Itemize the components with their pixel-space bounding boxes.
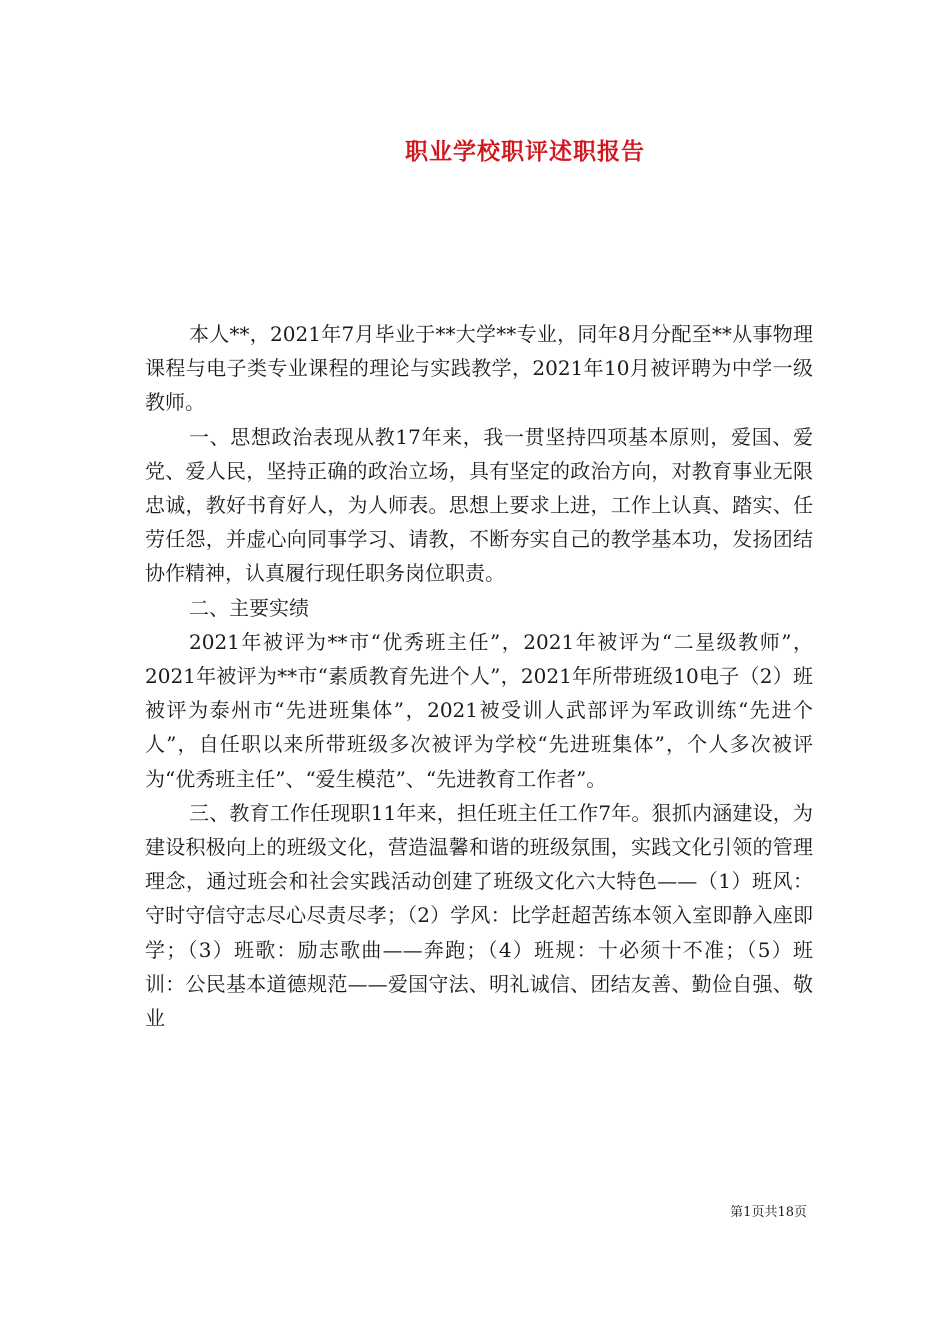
document-title: 职业学校职评述职报告 bbox=[405, 138, 645, 165]
paragraph-achievements: 2021年被评为**市“优秀班主任”，2021年被评为“二星级教师”，2021年被评为**市“素质教育先进个人”，2021年所带班级10电子（2）班被评为泰州市“先进班集体”，2021被受训人武部评为军政训练“先进个人”，自任职以来所带班级多次被评为学校“先进班集体”，个人多次被评为“优秀班主任”、“爱生模范”、“先进教育工作者”。 bbox=[145, 629, 813, 791]
document-body bbox=[145, 317, 813, 1035]
paragraph-political: 一、思想政治表现从教17年来，我一贯坚持四项基本原则，爱国、爱党、爱人民，坚持正确的政治立场，具有坚定的政治方向，对教育事业无限忠诚，教好书育好人，为人师表。思想上要求上进，工作上认真、踏实、任劳任怨，并虚心向同事学习、请教，不断夯实自己的教学基本功，发扬团结协作精神，认真履行现任职务岗位职责。 bbox=[145, 424, 813, 586]
heading-achievements: 二、主要实绩 bbox=[189, 595, 309, 620]
paragraph-intro: 本人**，2021年7月毕业于**大学**专业，同年8月分配至**从事物理课程与电子类专业课程的理论与实践教学，2021年10月被评聘为中学一级教师。 bbox=[145, 322, 813, 415]
paragraph-education-work: 三、教育工作任现职11年来，担任班主任工作7年。狠抓内涵建设，为建设积极向上的班级文化，营造温馨和谐的班级氛围，实践文化引领的管理理念，通过班会和社会实践活动创建了班级文化六大特色——（1）班风：守时守信守志尽心尽责尽孝；（2）学风：比学赶超苦练本领入室即静入座即学；（3）班歌：励志歌曲——奔跑；（4）班规：十必须十不准；（5）班训：公民基本道德规范——爱国守法、明礼诚信、团结友善、勤俭自强、敬业 bbox=[145, 800, 813, 1031]
page-number: 第1页共18页 bbox=[730, 1205, 807, 1220]
